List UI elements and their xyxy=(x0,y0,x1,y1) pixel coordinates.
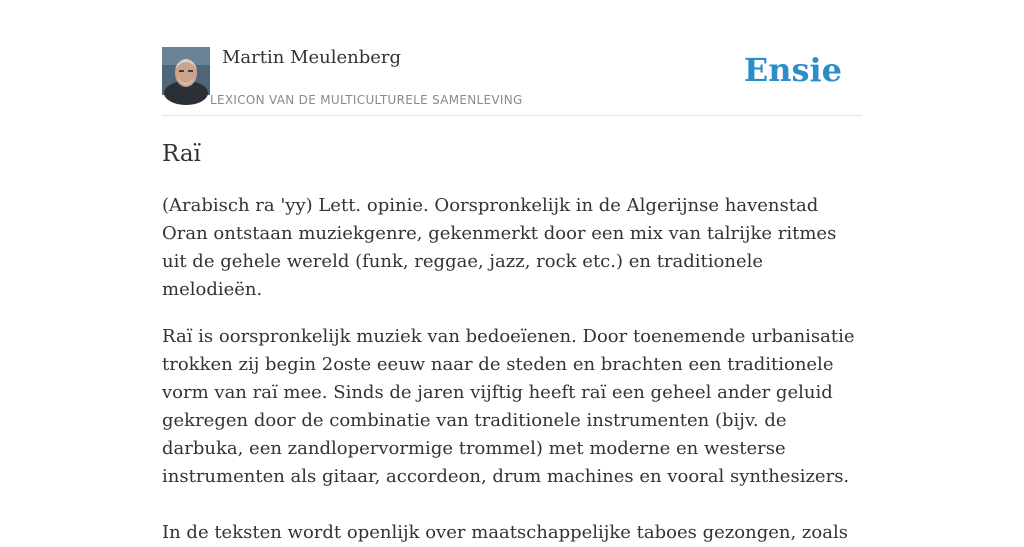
author-portrait-icon xyxy=(162,47,210,95)
article-paragraph: Raï is oorspronkelijk muziek van bedoeïenen. Door toenemende urbanisatie trokken zij begin 2oste eeuw naar de steden en brachten een traditionele vorm van raï mee. Sinds de jaren vijftig heeft raï een geheel ander geluid gekregen door de combinatie van traditionele instrumenten (bijv. de darbuka, een zandlopervormige trommel) met moderne en westerse instrumenten als gitaar, accordeon, drum machines en vooral synthesizers. xyxy=(162,326,855,487)
lexicon-link[interactable]: LEXICON VAN DE MULTICULTURELE SAMENLEVING xyxy=(210,93,523,107)
header xyxy=(162,46,862,116)
article-title: Raï xyxy=(162,141,201,167)
author-avatar[interactable] xyxy=(162,47,210,95)
article-paragraph: In de teksten wordt openlijk over maatschappelijke taboes gezongen, zoals xyxy=(162,522,848,543)
ensie-logo[interactable]: Ensie xyxy=(743,51,842,89)
author-name[interactable]: Martin Meulenberg xyxy=(222,47,402,68)
article xyxy=(162,138,862,547)
article-paragraph: (Arabisch ra 'yy) Lett. opinie. Oorspronkelijk in de Algerijnse havenstad Oran ontstaan muziekgenre, gekenmerkt door een mix van talrijke ritmes uit de gehele wereld (funk, reggae, jazz, rock etc.) en traditionele melodieën. xyxy=(162,195,837,300)
